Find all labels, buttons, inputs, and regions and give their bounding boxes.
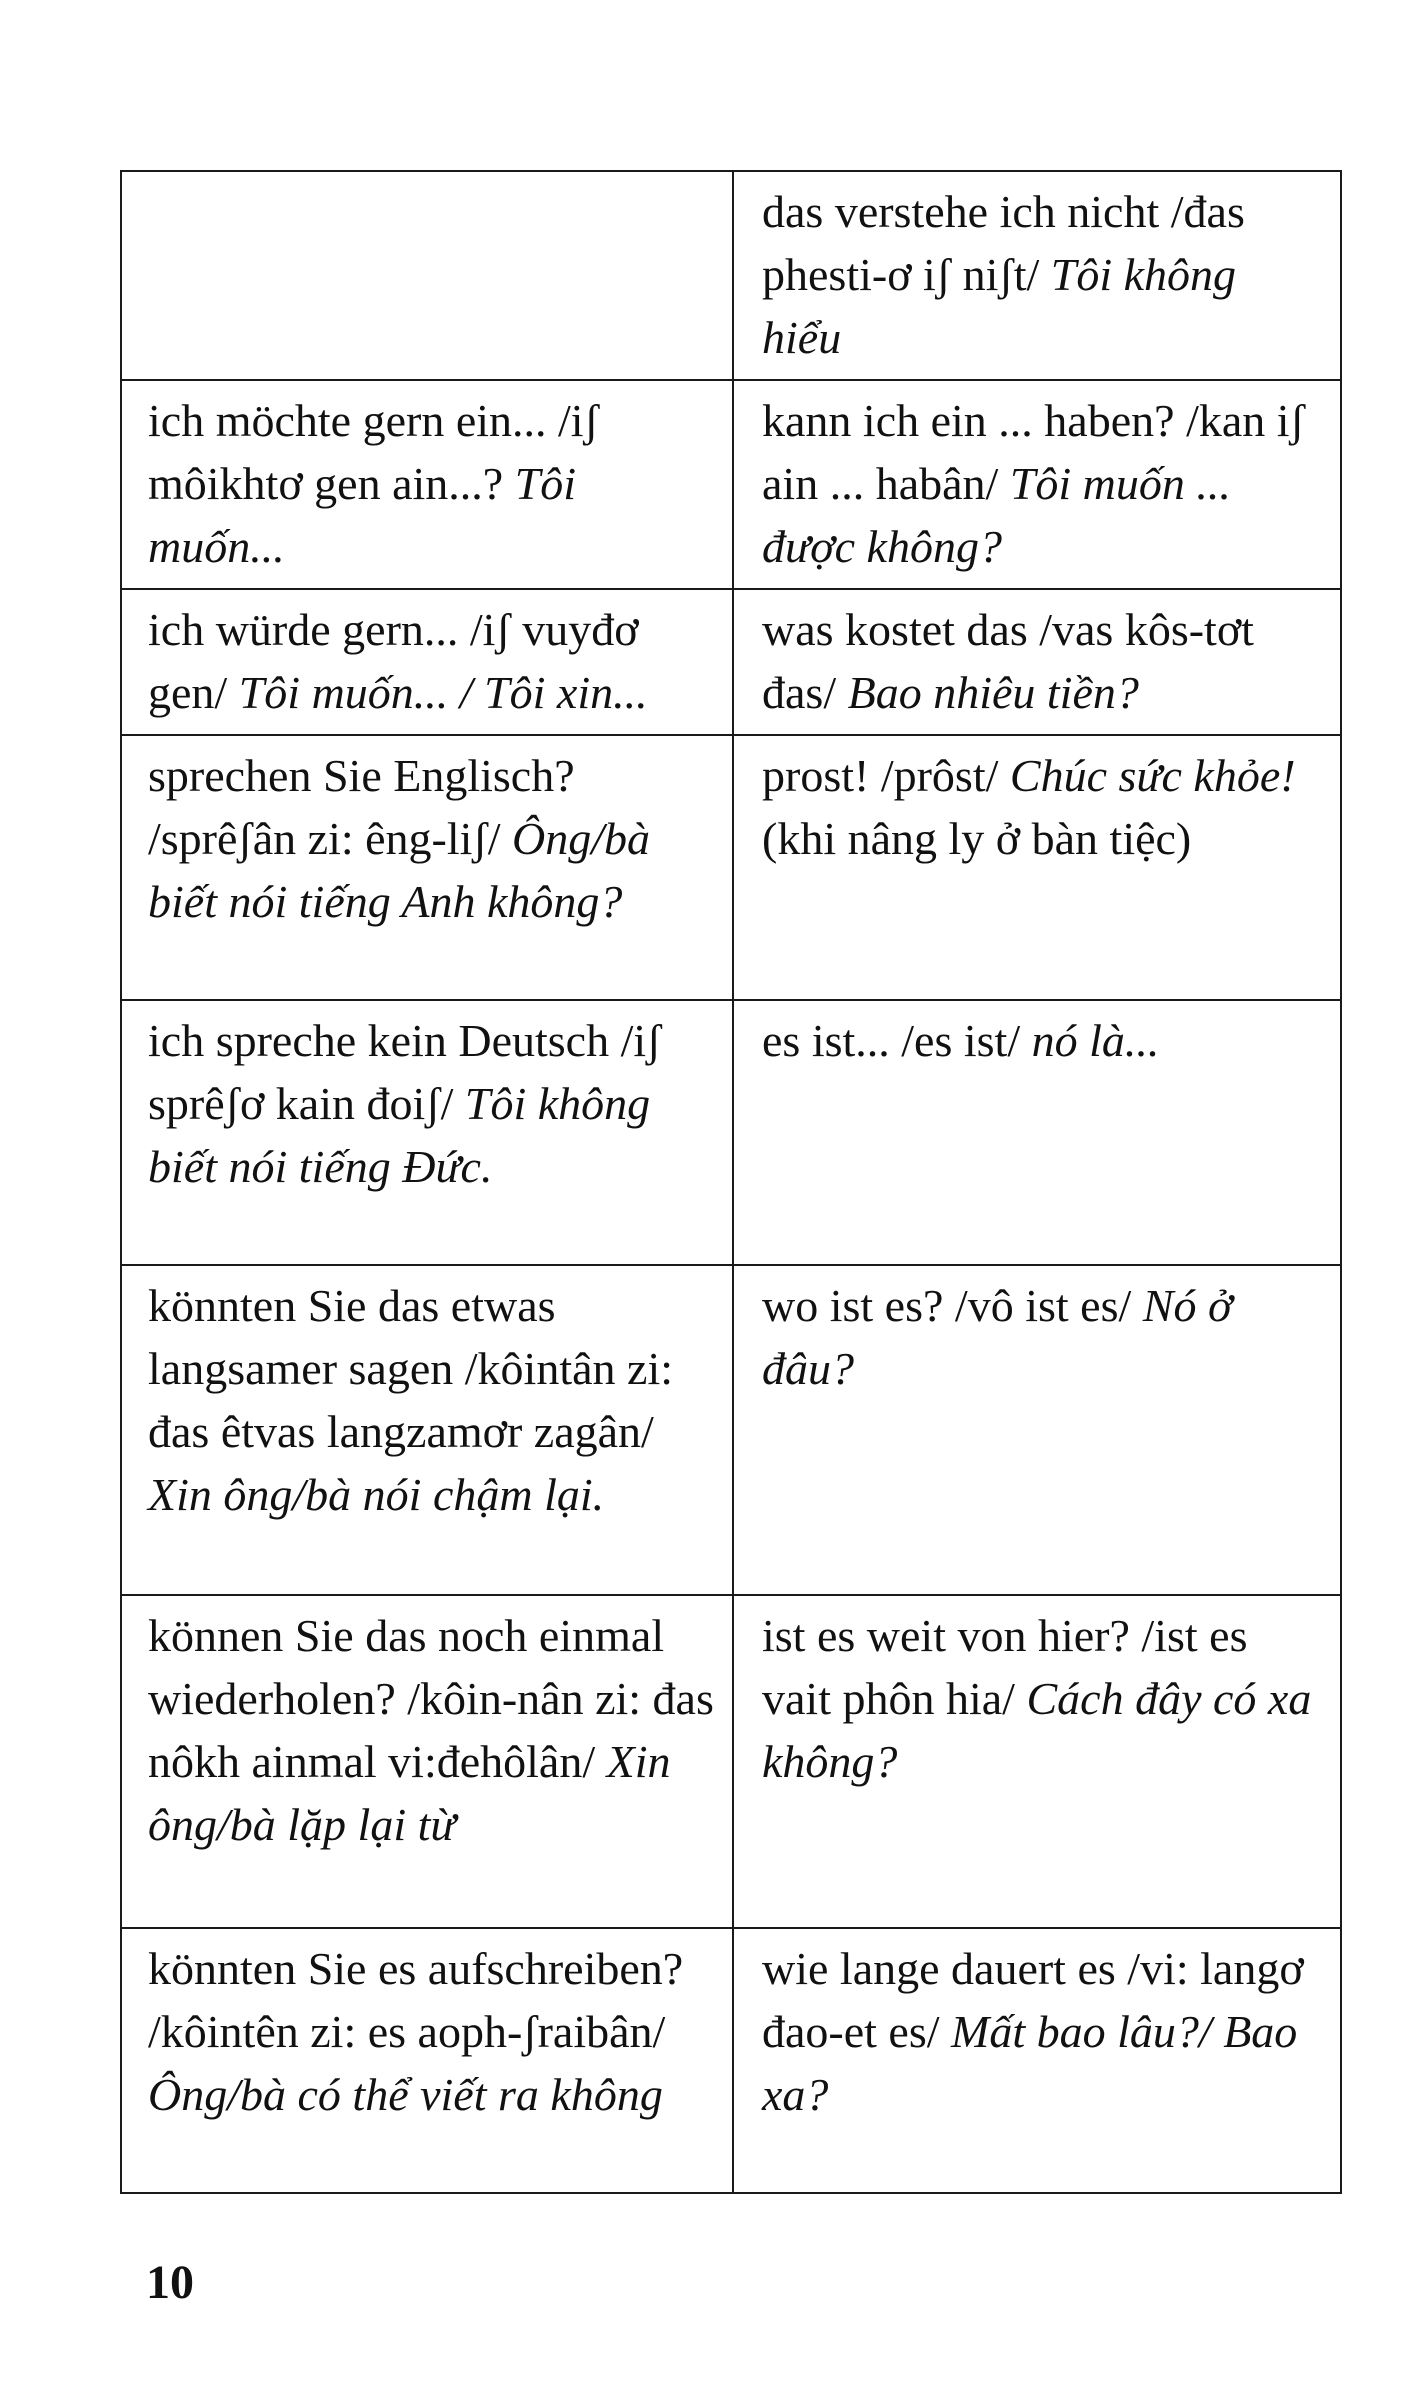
german-phrase: wie lange dauert es /vi: langơ đao-et es/ <box>762 1943 1304 2057</box>
phrase-cell-right <box>733 171 1341 380</box>
german-phrase: ich würde gern... /iʃ vuyđơ gen/ <box>148 604 639 718</box>
german-phrase: das verstehe ich nicht /đas phesti-ơ iʃ niʃt/ <box>762 186 1245 300</box>
vietnamese-translation: Bao nhiêu tiền? <box>847 667 1139 718</box>
german-phrase: könnten Sie es aufschreiben? /kôintên zi: es aoph-ʃraibân/ <box>148 1943 684 2057</box>
german-phrase: ist es weit von hier? /ist es vait phôn hia/ <box>762 1610 1248 1724</box>
german-phrase: es ist... /es ist/ <box>762 1015 1032 1066</box>
german-phrase: ich spreche kein Deutsch /iʃ sprêʃơ kain đoiʃ/ <box>148 1015 662 1129</box>
phrase-cell-right <box>733 1595 1341 1928</box>
table-row <box>121 1000 1341 1265</box>
vietnamese-translation: Tôi không biết nói tiếng Đức. <box>148 1078 651 1192</box>
usage-note: (khi nâng ly ở bàn tiệc) <box>762 813 1192 864</box>
german-phrase: wo ist es? /vô ist es/ <box>762 1280 1143 1331</box>
vietnamese-translation: Xin ông/bà nói chậm lại. <box>148 1469 605 1520</box>
table-row <box>121 171 1341 380</box>
german-phrase: könnten Sie das etwas langsamer sagen /kôintân zi: đas êtvas langzamơr zagân/ <box>148 1280 674 1457</box>
phrase-cell-left <box>121 589 733 735</box>
vietnamese-translation: Tôi muốn... <box>148 458 577 572</box>
german-phrase: kann ich ein ... haben? /kan iʃ ain ... habân/ <box>762 395 1305 509</box>
phrase-cell-right <box>733 1000 1341 1265</box>
phrase-cell-left <box>121 1928 733 2193</box>
vietnamese-translation: Tôi muốn ... được không? <box>762 458 1231 572</box>
phrase-cell-right <box>733 589 1341 735</box>
phrase-cell-right <box>733 380 1341 589</box>
vietnamese-translation: Chúc sức khỏe! <box>1009 750 1296 801</box>
table-row <box>121 589 1341 735</box>
vietnamese-translation: nó là... <box>1031 1015 1160 1066</box>
table-row <box>121 735 1341 1000</box>
table-row <box>121 1265 1341 1595</box>
table-row <box>121 380 1341 589</box>
vietnamese-translation: Tôi muốn... / Tôi xin... <box>238 667 648 718</box>
vietnamese-translation: Tôi không hiểu <box>762 249 1237 363</box>
german-phrase: was kostet das /vas kôs-tơt đas/ <box>762 604 1254 718</box>
german-phrase: können Sie das noch einmal wiederholen? /kôin-nân zi: đas nôkh ainmal vi:đehôlân/ <box>148 1610 714 1787</box>
vietnamese-translation: Cách đây có xa không? <box>762 1673 1312 1787</box>
phrase-cell-right <box>733 735 1341 1000</box>
vietnamese-translation: Ông/bà có thể viết ra không <box>148 2069 663 2120</box>
phrase-cell-left <box>121 1000 733 1265</box>
german-phrase: prost! /prôst/ <box>762 750 1010 801</box>
phrase-table <box>120 170 1342 2194</box>
vietnamese-translation: Ông/bà biết nói tiếng Anh không? <box>148 813 651 927</box>
german-phrase: sprechen Sie Englisch? /sprêʃân zi: êng-liʃ/ <box>148 750 575 864</box>
vietnamese-translation: Mất bao lâu?/ Bao xa? <box>762 2006 1298 2120</box>
vietnamese-translation: Nó ở đâu? <box>762 1280 1233 1394</box>
phrase-cell-left <box>121 1595 733 1928</box>
phrase-cell-left <box>121 171 733 380</box>
phrase-cell-right <box>733 1265 1341 1595</box>
page-number: 10 <box>146 2256 194 2309</box>
phrase-cell-left <box>121 380 733 589</box>
phrase-cell-left <box>121 735 733 1000</box>
table-row <box>121 1595 1341 1928</box>
german-phrase: ich möchte gern ein... /iʃ môikhtơ gen ain...? <box>148 395 599 509</box>
phrase-cell-right <box>733 1928 1341 2193</box>
phrase-cell-left <box>121 1265 733 1595</box>
vietnamese-translation: Xin ông/bà lặp lại từ <box>148 1736 671 1850</box>
table-row <box>121 1928 1341 2193</box>
